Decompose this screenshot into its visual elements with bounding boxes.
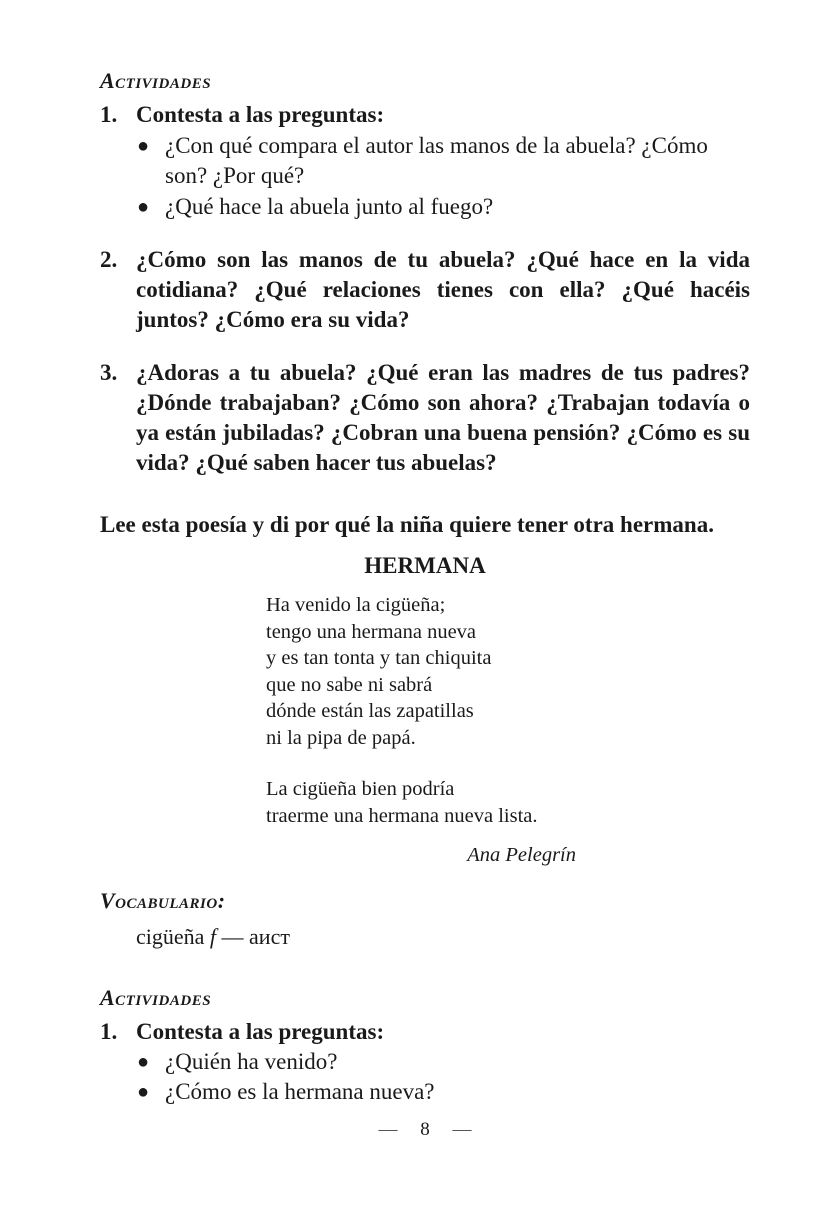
page-number — [0, 1118, 827, 1142]
poem-instruction: Lee esta poesía y di por qué la niña quiere tener otra hermana. — [100, 512, 714, 537]
poem-line: y es tan tonta y tan chiquita — [266, 647, 492, 669]
bullet-icon: ● — [137, 196, 150, 218]
question-number: 3. — [100, 360, 118, 385]
bullet-item: ¿Quién ha venido? — [165, 1049, 338, 1074]
vocab-word: cigüeña — [136, 924, 205, 949]
poem-stanza-1 — [266, 592, 491, 751]
vocabulary-entry — [136, 923, 290, 951]
question-number: 2. — [100, 247, 118, 272]
bullet-item: ¿Con qué compara el autor las manos de la abuela? ¿Cómo son? ¿Por qué? — [165, 133, 708, 188]
poem-line: La cigüeña bien podría — [266, 778, 455, 800]
poem-line: tengo una hermana nueva — [266, 620, 477, 643]
bullet-item: ¿Qué hace la abuela junto al fuego? — [165, 194, 494, 219]
bullet-icon: ● — [137, 135, 150, 157]
question-number: 1. — [100, 1019, 118, 1044]
question-text: Contesta a las preguntas: — [136, 102, 385, 127]
activities-heading: Actividades — [100, 985, 212, 1010]
poem-line: ni la pipa de papá. — [266, 726, 416, 749]
poem-line: traerme una hermana nueva lista. — [266, 804, 538, 827]
question-text: Contesta a las preguntas: — [136, 1019, 385, 1044]
poem-line: Ha venido la cigüeña; — [266, 594, 446, 616]
poem-line: dónde están las zapatillas — [266, 700, 474, 722]
poem-title: HERMANA — [364, 553, 486, 578]
poem-line: que no sabe ni sabrá — [266, 673, 433, 696]
poem-author: Ana Pelegrín — [467, 844, 576, 866]
bullet-item: ¿Cómo es la hermana nueva? — [165, 1079, 435, 1104]
page-number-value: 8 — [420, 1119, 430, 1140]
poem-stanza-2 — [266, 776, 538, 829]
page-number-dash: — — [452, 1119, 472, 1140]
vocabulary-heading: Vocabulario: — [100, 888, 226, 913]
vocab-translation: — аист — [221, 924, 290, 949]
question-number: 1. — [100, 102, 118, 127]
question-text: ¿Cómo son las manos de tu abuela? ¿Qué hace en la vida cotidiana? ¿Qué relaciones tienes con ella? ¿Qué hacéis juntos? ¿Cómo era su vida? — [136, 247, 750, 332]
question-text: ¿Adoras a tu abuela? ¿Qué eran las madres de tus padres? ¿Dónde trabajaban? ¿Cómo son ahora? ¿Trabajan todavía o ya están jubiladas? ¿Cobran una buena pensión? ¿Cómo es su vida? ¿Qué saben hacer tus abuelas? — [136, 360, 750, 475]
bullet-icon: ● — [137, 1051, 150, 1073]
activities-heading: Actividades — [100, 68, 212, 93]
bullet-icon: ● — [137, 1081, 150, 1103]
page-number-dash: — — [378, 1119, 398, 1140]
vocab-gender: f — [209, 924, 217, 949]
